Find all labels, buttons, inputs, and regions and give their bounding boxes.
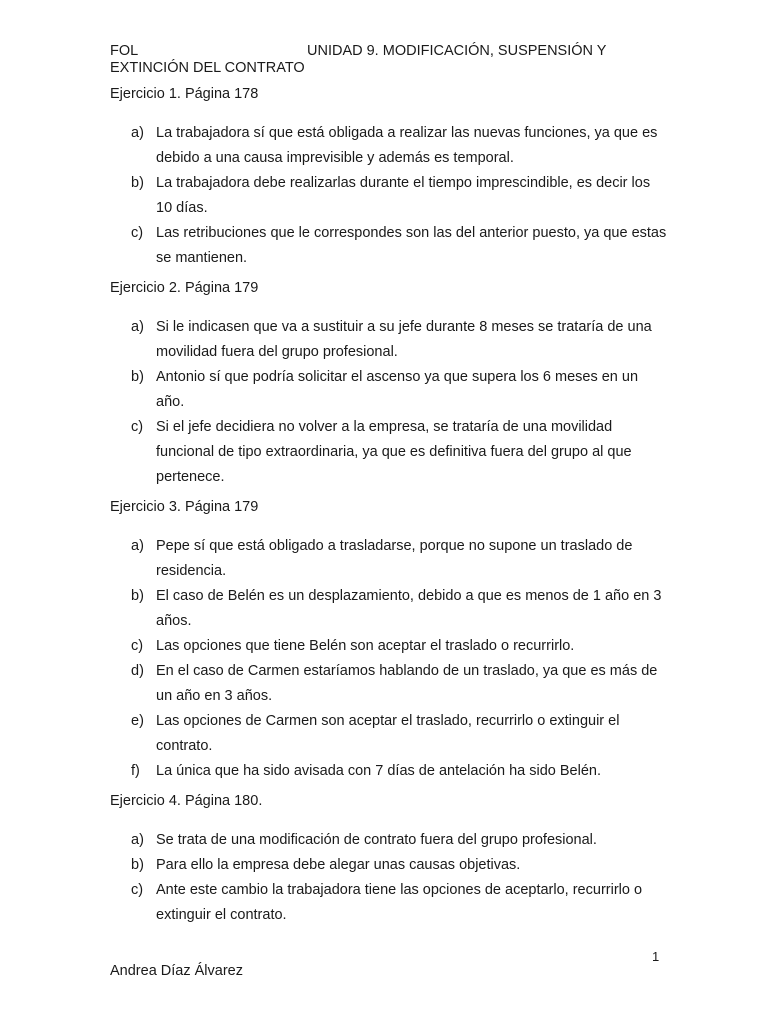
list-item [110, 171, 670, 221]
list-item [110, 415, 670, 490]
list-marker: d) [131, 663, 144, 679]
exercise-heading: Ejercicio 2. Página 179 [110, 280, 259, 296]
header-unit-title-line2: EXTINCIÓN DEL CONTRATO [110, 60, 305, 76]
list-item [110, 853, 670, 878]
list-item-text: Si le indicasen que va a sustituir a su jefe durante 8 meses se trataría de una movilidad fuera del grupo profesional. [156, 319, 652, 360]
list-item-text: Las opciones que tiene Belén son aceptar el traslado o recurrirlo. [156, 638, 575, 654]
list-item [110, 878, 670, 928]
list-marker: b) [131, 588, 144, 604]
answer-list [110, 121, 670, 271]
list-item-text: En el caso de Carmen estaríamos hablando de un traslado, ya que es más de un año en 3 años. [156, 663, 658, 704]
list-marker: c) [131, 419, 144, 435]
answer-list [110, 534, 670, 784]
list-item-text: Las retribuciones que le correspondes son las del anterior puesto, ya que estas se mantienen. [156, 225, 667, 266]
list-item-text: Las opciones de Carmen son aceptar el traslado, recurrirlo o extinguir el contrato. [156, 713, 620, 754]
exercise-section [110, 793, 670, 928]
exercise-heading: Ejercicio 4. Página 180. [110, 793, 263, 809]
exercise-section [110, 86, 670, 271]
list-marker: c) [131, 638, 144, 654]
exercise-heading: Ejercicio 3. Página 179 [110, 499, 259, 515]
list-marker: b) [131, 857, 144, 873]
list-marker: a) [131, 319, 144, 335]
list-item-text: Pepe sí que está obligado a trasladarse, porque no supone un traslado de residencia. [156, 538, 633, 579]
list-item-text: Ante este cambio la trabajadora tiene las opciones de aceptarlo, recurrirlo o extinguir el contrato. [156, 882, 643, 923]
list-item [110, 121, 670, 171]
list-marker: c) [131, 225, 144, 241]
list-marker: a) [131, 832, 144, 848]
list-item [110, 759, 670, 784]
footer-author: Andrea Díaz Álvarez [110, 963, 243, 979]
list-item-text: El caso de Belén es un desplazamiento, debido a que es menos de 1 año en 3 años. [156, 588, 662, 629]
exercise-section [110, 499, 670, 784]
list-item [110, 584, 670, 634]
list-item-text: Antonio sí que podría solicitar el ascenso ya que supera los 6 meses en un año. [156, 369, 639, 410]
document-body [110, 86, 670, 928]
list-marker: b) [131, 369, 144, 385]
answer-list [110, 315, 670, 490]
exercise-heading: Ejercicio 1. Página 178 [110, 86, 259, 102]
list-marker: e) [131, 713, 144, 729]
answer-list [110, 828, 670, 928]
header-unit-title-line1: UNIDAD 9. MODIFICACIÓN, SUSPENSIÓN Y [307, 43, 607, 59]
list-marker: b) [131, 175, 144, 191]
list-item-text: Si el jefe decidiera no volver a la empresa, se trataría de una movilidad funcional de tipo extraordinaria, ya que es definitiva fuera del grupo al que pertenece. [156, 419, 632, 485]
list-item [110, 221, 670, 271]
list-marker: a) [131, 538, 144, 554]
list-item-text: La trabajadora sí que está obligada a realizar las nuevas funciones, ya que es debido a una causa imprevisible y además es temporal. [156, 125, 658, 166]
exercise-section [110, 280, 670, 490]
list-item [110, 828, 670, 853]
list-item-text: La trabajadora debe realizarlas durante el tiempo imprescindible, es decir los 10 días. [156, 175, 651, 216]
list-item [110, 709, 670, 759]
list-item [110, 534, 670, 584]
list-marker: c) [131, 882, 144, 898]
list-marker: a) [131, 125, 144, 141]
list-item-text: Para ello la empresa debe alegar unas causas objetivas. [156, 857, 521, 873]
header-subject: FOL [110, 43, 139, 59]
list-marker: f) [131, 763, 140, 779]
list-item [110, 634, 670, 659]
list-item [110, 365, 670, 415]
list-item [110, 659, 670, 709]
list-item [110, 315, 670, 365]
list-item-text: Se trata de una modificación de contrato fuera del grupo profesional. [156, 832, 597, 848]
page-number: 1 [652, 949, 660, 964]
page-header [110, 43, 670, 77]
list-item-text: La única que ha sido avisada con 7 días de antelación ha sido Belén. [156, 763, 601, 779]
